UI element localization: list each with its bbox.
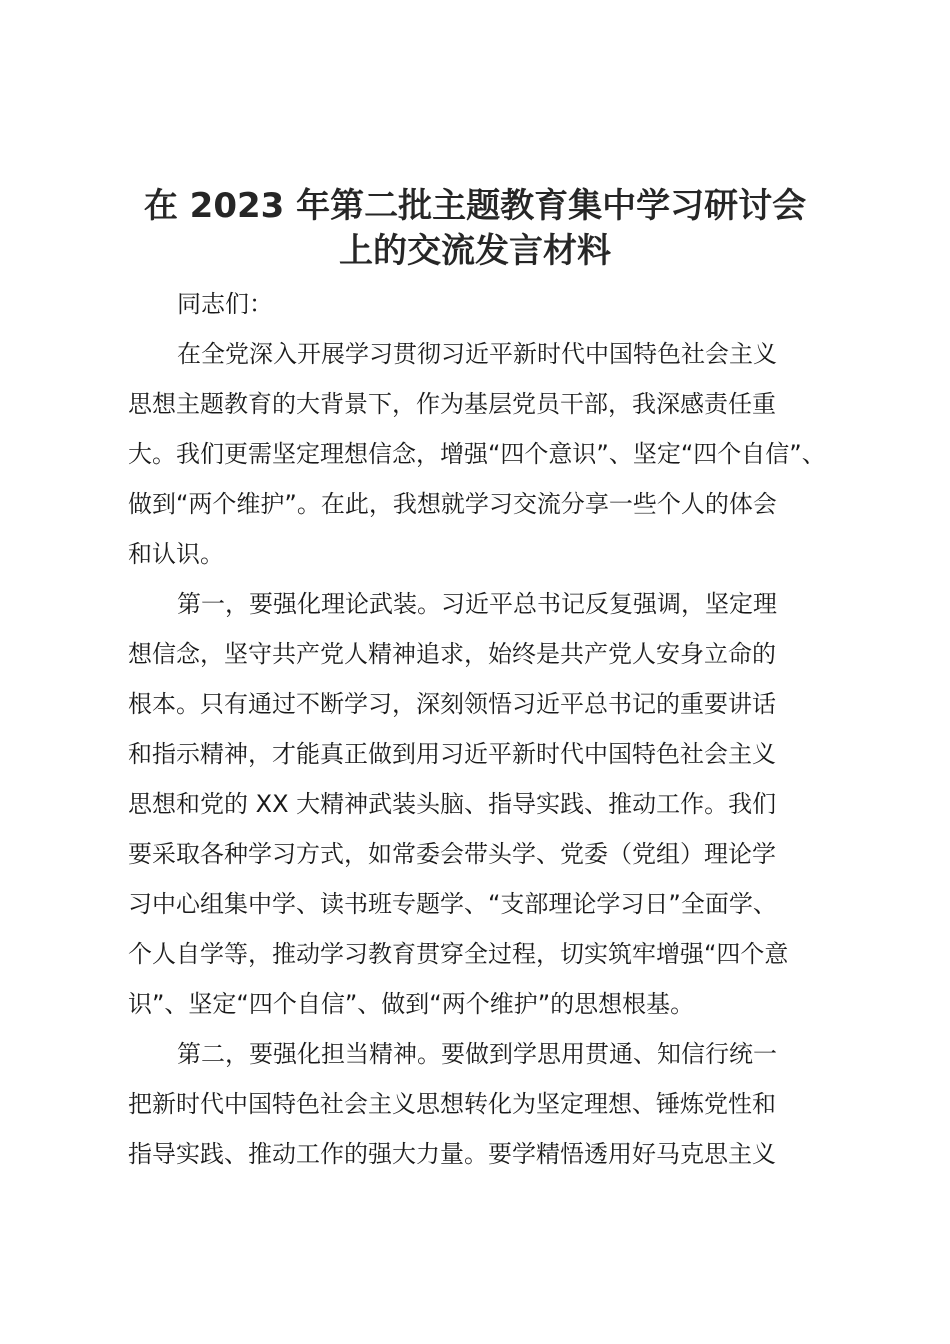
document-title-line-1: 在 2023 年第二批主题教育集中学习研讨会	[143, 186, 807, 226]
body-line: 在全党深入开展学习贯彻习近平新时代中国特色社会主义	[177, 340, 777, 368]
body-line: 把新时代中国特色社会主义思想转化为坚定理想、锤炼党性和	[128, 1090, 776, 1118]
body-line: 识”、坚定“四个自信”、做到“两个维护”的思想根基。	[128, 990, 695, 1018]
body-line: 根本。只有通过不断学习，深刻领悟习近平总书记的重要讲话	[128, 690, 776, 718]
body-line: 思想和党的 XX 大精神武装头脑、指导实践、推动工作。我们	[128, 790, 777, 818]
document-title-line-2: 上的交流发言材料	[339, 231, 611, 271]
body-line: 想信念，坚守共产党人精神追求，始终是共产党人安身立命的	[128, 640, 776, 668]
body-line: 思想主题教育的大背景下，作为基层党员干部，我深感责任重	[128, 390, 776, 418]
body-line: 第二，要强化担当精神。要做到学思用贯通、知信行统一	[177, 1040, 777, 1068]
body-line: 和指示精神，才能真正做到用习近平新时代中国特色社会主义	[128, 740, 776, 768]
body-line: 大。我们更需坚定理想信念，增强“四个意识”、坚定“四个自信”、	[128, 440, 826, 468]
body-line: 做到“两个维护”。在此，我想就学习交流分享一些个人的体会	[128, 490, 777, 518]
body-line: 和认识。	[128, 540, 224, 568]
body-line: 指导实践、推动工作的强大力量。要学精悟透用好马克思主义	[128, 1140, 776, 1168]
body-line: 第一，要强化理论武装。习近平总书记反复强调，坚定理	[177, 590, 777, 618]
body-line: 习中心组集中学、读书班专题学、“支部理论学习日”全面学、	[128, 890, 777, 918]
body-line: 要采取各种学习方式，如常委会带头学、党委（党组）理论学	[128, 840, 776, 868]
body-line: 个人自学等，推动学习教育贯穿全过程，切实筑牢增强“四个意	[128, 940, 789, 968]
salutation: 同志们：	[177, 290, 273, 318]
